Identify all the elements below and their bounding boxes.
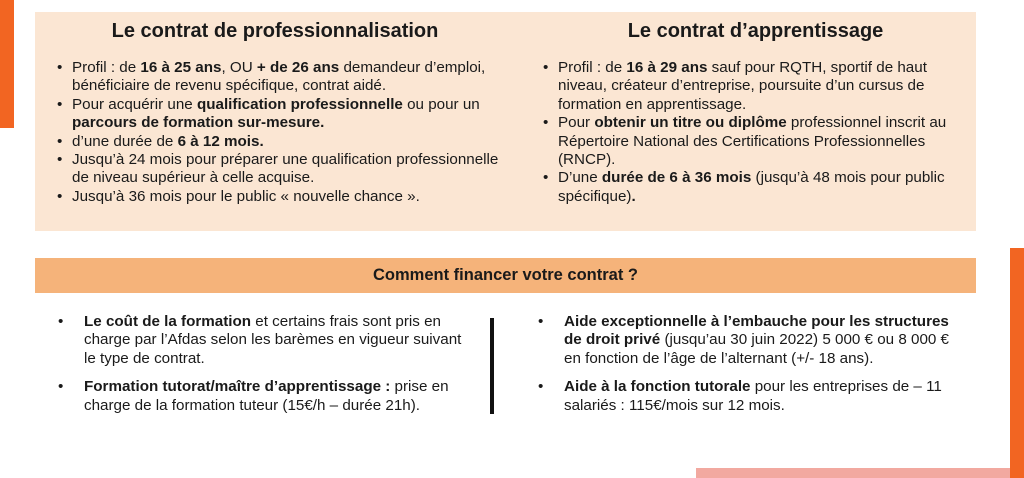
bold-text: qualification professionnelle <box>196 95 403 113</box>
bold-text: Aide exceptionnelle à l’embauche pour les structures de droit privé <box>564 313 949 349</box>
bold-text: 16 à 25 ans <box>140 59 222 76</box>
column-divider <box>490 318 494 414</box>
text-run: sauf pour RQTH, sportif de haut niveau, créateur d’entreprise, poursuite d’un cursus de formation en apprentissage. <box>558 59 927 113</box>
professionalisation-list <box>35 59 515 206</box>
list-item <box>56 313 476 368</box>
text-run: (jusqu’à 48 mois pour public spécifique) <box>558 169 945 205</box>
financing-right-column <box>536 313 956 425</box>
bottom-accent-bar <box>696 468 1010 478</box>
list-item <box>57 59 515 96</box>
text-run: ou pour un <box>402 95 480 113</box>
text-run: D’une <box>558 169 602 187</box>
list-item <box>543 114 976 169</box>
bold-text: obtenir un titre ou diplôme <box>594 114 787 132</box>
text-run: Jusqu’à 36 mois pour le public « nouvelle chance ». <box>72 187 420 205</box>
list-item <box>543 169 976 206</box>
text-run: pour les entreprises de – 11 salariés : 115€/mois sur 12 mois. <box>564 378 942 414</box>
text-run: , OU <box>221 59 257 76</box>
professionalisation-title: Le contrat de professionnalisation <box>111 20 439 42</box>
bold-text: . <box>631 187 636 205</box>
text-run: et certains frais sont pris en charge par l’Afdas selon les barèmes en vigueur suivant le type de contrat. <box>84 313 462 367</box>
text-run: d’une durée de <box>72 132 178 150</box>
apprenticeship-title: Le contrat d’apprentissage <box>627 20 884 42</box>
text-run: Pour <box>558 114 595 132</box>
text-run: prise en charge de la formation tuteur (15€/h – durée 21h). <box>84 378 449 414</box>
text-run: (jusqu’au 30 juin 2022) 5 000 € ou 8 000 € en fonction de l’âge de l’alternant (+/- 18 ans). <box>564 331 950 367</box>
list-item <box>57 96 515 133</box>
contracts-panel <box>35 12 976 231</box>
bold-text: Le coût de la formation <box>84 313 252 330</box>
bold-text: parcours de formation sur-mesure. <box>72 114 325 132</box>
list-item <box>56 378 476 415</box>
bold-text: 6 à 12 mois. <box>177 132 264 150</box>
list-item <box>57 188 515 206</box>
right-accent-bar <box>1010 248 1024 478</box>
bold-text: + de 26 ans <box>256 59 340 76</box>
left-accent-bar <box>0 0 14 128</box>
list-item <box>57 133 515 151</box>
text-run: Profil : de <box>558 59 627 76</box>
financing-left-column <box>56 313 476 425</box>
text-run: professionnel inscrit au Répertoire National des Certifications Professionnelles (RNCP). <box>558 114 947 169</box>
text-run: Profil : de <box>72 59 141 76</box>
text-run: Pour acquérir une <box>72 95 197 113</box>
bold-text: Formation tutorat/maître d’apprentissage : <box>84 378 391 396</box>
financing-right-list <box>536 313 956 415</box>
list-item <box>536 378 956 415</box>
text-run: Jusqu’à 24 mois pour préparer une qualification professionnelle de niveau supérieur à celle acquise. <box>72 151 499 187</box>
bold-text: 16 à 29 ans <box>626 59 708 76</box>
text-run: demandeur d’emploi, bénéficiaire de revenu spécifique, contrat aidé. <box>72 59 486 95</box>
bold-text: durée de 6 à 36 mois <box>601 169 752 187</box>
list-item <box>543 59 976 114</box>
bold-text: Aide à la fonction tutorale <box>564 378 751 396</box>
apprenticeship-list <box>535 59 976 206</box>
apprenticeship-column <box>535 12 976 206</box>
professionalisation-column <box>35 12 515 206</box>
list-item <box>57 151 515 188</box>
list-item <box>536 313 956 368</box>
financing-left-list <box>56 313 476 415</box>
financing-header: Comment financer votre contrat ? <box>35 258 976 293</box>
